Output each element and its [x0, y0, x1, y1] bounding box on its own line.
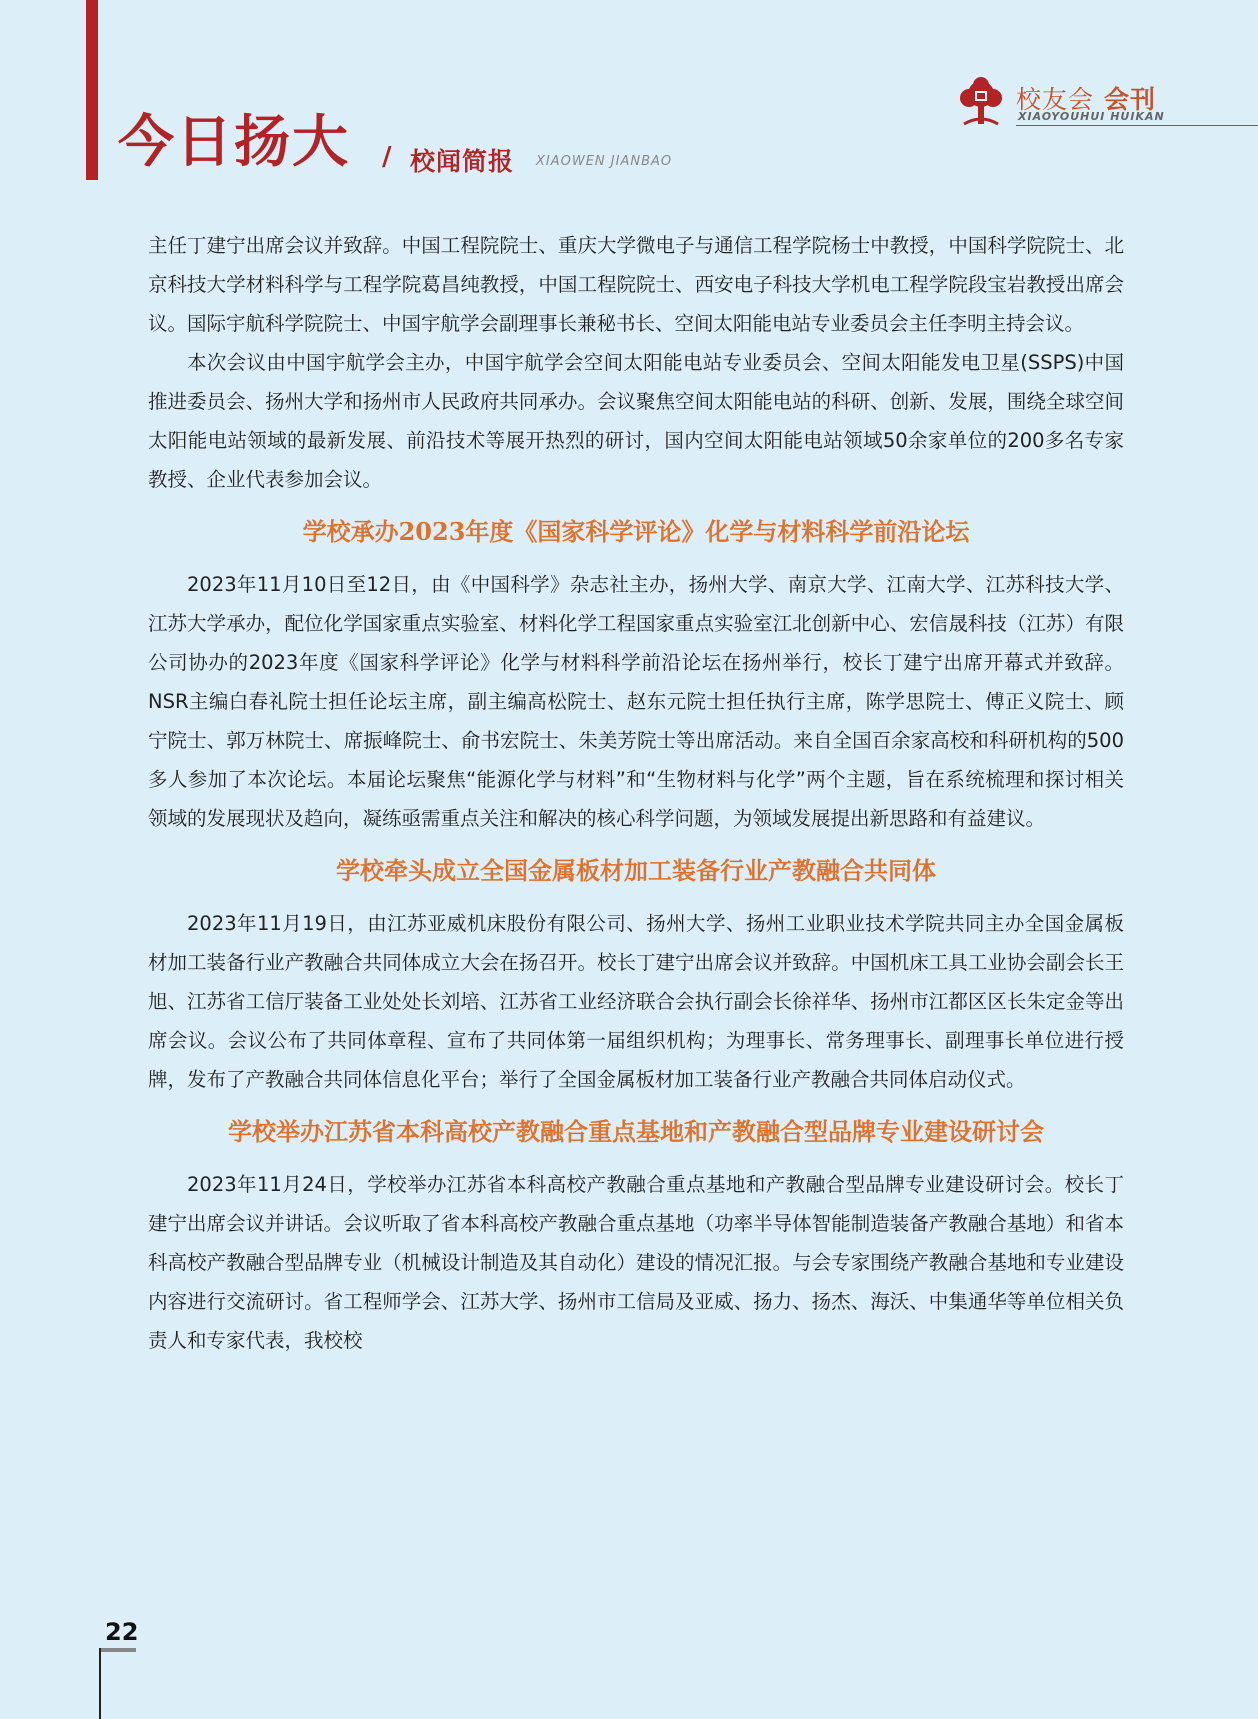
brand-name-suffix: 会刊 — [1104, 85, 1157, 114]
tree-seal-icon — [954, 74, 1008, 128]
intro-paragraph-1: 主任丁建宁出席会议并致辞。中国工程院院士、重庆大学微电子与通信工程学院杨士中教授，中国科学院院士、北京科技大学材料科学与工程学院葛昌纯教授，中国工程院院士、西安电子科技大学机电工程学院段宝岩教授出席会议。国际宇航科学院院士、中国宇航学会副理事长兼秘书长、空间太阳能电站专业委员会主任李明主持会议。 — [148, 234, 1124, 335]
page-number: 22 — [105, 1618, 139, 1646]
article-2-title: 学校牵头成立全国金属板材加工装备行业产教融合共同体 — [336, 856, 936, 885]
article-2-body: 2023年11月19日，由江苏亚威机床股份有限公司、扬州大学、扬州工业职业技术学院共同主办全国金属板材加工装备行业产教融合共同体成立大会在扬召开。校长丁建宁出席会议并致辞。中国机床工具工业协会副会长王旭、江苏省工信厅装备工业处处长刘培、江苏省工业经济联合会执行副会长徐祥华、扬州市江都区区长朱定金等出席会议。会议公布了共同体章程、宣布了共同体第一届组织机构；为理事长、常务理事长、副理事长单位进行授牌，发布了产教融合共同体信息化平台；举行了全国金属板材加工装备行业产教融合共同体启动仪式。 — [148, 912, 1124, 1091]
article-column — [148, 226, 1124, 1360]
brand-pinyin: XIAOYOUHUI HUIKAN — [1018, 110, 1165, 123]
column-slash: / — [382, 142, 392, 172]
brand-name-main: 校友会 — [1016, 85, 1095, 114]
column-pinyin: XIAOWEN JIANBAO — [536, 154, 673, 169]
section-title: 今日扬大 — [118, 110, 350, 175]
article-3-body: 2023年11月24日，学校举办江苏省本科高校产教融合重点基地和产教融合型品牌专业建设研讨会。校长丁建宁出席会议并讲话。会议听取了省本科高校产教融合重点基地（功率半导体智能制造装备产教融合基地）和省本科高校产教融合型品牌专业（机械设计制造及其自动化）建设的情况汇报。与会专家围绕产教融合基地和专业建设内容进行交流研讨。省工程师学会、江苏大学、扬州市工信局及亚威、扬力、扬杰、海沃、中集通华等单位相关负责人和专家代表，我校校 — [148, 1173, 1124, 1352]
page-corner-rule — [99, 1648, 101, 1719]
article-1-title: 学校承办2023年度《国家科学评论》化学与材料科学前沿论坛 — [302, 517, 970, 546]
brand-divider — [1016, 125, 1258, 126]
left-accent-bar — [86, 0, 98, 180]
article-3-title: 学校举办江苏省本科高校产教融合重点基地和产教融合型品牌专业建设研讨会 — [228, 1117, 1044, 1146]
article-1-body: 2023年11月10日至12日，由《中国科学》杂志社主办，扬州大学、南京大学、江南大学、江苏科技大学、江苏大学承办，配位化学国家重点实验室、材料化学工程国家重点实验室江北创新中心、宏信晟科技（江苏）有限公司协办的2023年度《国家科学评论》化学与材料科学前沿论坛在扬州举行，校长丁建宁出席开幕式并致辞。NSR主编白春礼院士担任论坛主席，副主编高松院士、赵东元院士担任执行主席，陈学思院士、傅正义院士、顾宁院士、郭万林院士、席振峰院士、俞书宏院士、朱美芳院士等出席活动。来自全国百余家高校和科研机构的500多人参加了本次论坛。本届论坛聚焦“能源化学与材料”和“生物材料与化学”两个主题，旨在系统梳理和探讨相关领域的发展现状及趋向，凝练亟需重点关注和解决的核心科学问题，为领域发展提出新思路和有益建议。 — [148, 573, 1124, 830]
column-name: 校闻简报 — [410, 147, 515, 176]
intro-paragraph-2: 本次会议由中国宇航学会主办，中国宇航学会空间太阳能电站专业委员会、空间太阳能发电卫星(SSPS)中国推进委员会、扬州大学和扬州市人民政府共同承办。会议聚焦空间太阳能电站的科研、创新、发展，围绕全球空间太阳能电站领域的最新发展、前沿技术等展开热烈的研讨，国内空间太阳能电站领域50余家单位的200多名专家教授、企业代表参加会议。 — [148, 351, 1124, 491]
page-number-underline — [100, 1648, 136, 1652]
